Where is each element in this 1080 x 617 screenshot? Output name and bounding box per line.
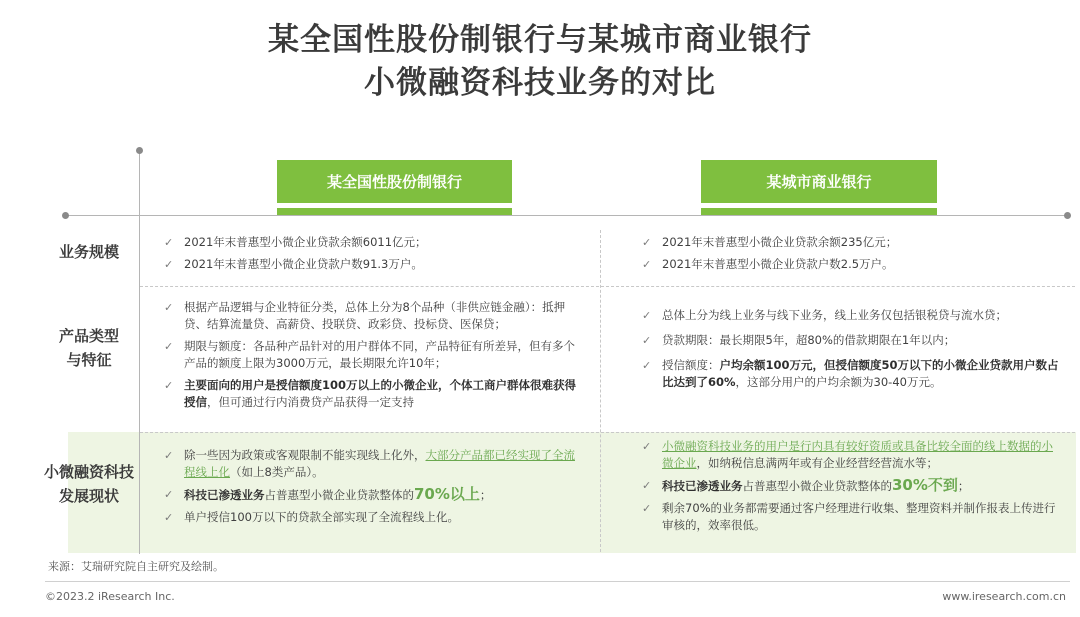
check-icon: ✓	[164, 449, 174, 462]
check-icon: ✓	[642, 334, 652, 347]
cell-scale-city	[640, 234, 1060, 278]
check-icon: ✓	[164, 258, 174, 271]
row-divider	[140, 432, 1075, 433]
check-icon: ✓	[642, 440, 652, 453]
list-item: ✓ 贷款期限：最长期限5年，超80%的借款期限在1年以内；	[642, 333, 956, 347]
cell-product-national	[162, 299, 580, 416]
check-icon: ✓	[164, 511, 174, 524]
check-icon: ✓	[164, 236, 174, 249]
check-icon: ✓	[164, 379, 174, 392]
page-title-line2: 小微融资科技业务的对比	[364, 65, 716, 101]
cell-scale-national	[162, 234, 582, 278]
cell-product-city	[640, 307, 1060, 396]
list-item: ✓ 小微融资科技业务的用户是行内具有较好资质或具备比较全面的线上数据的小微企业，如纳税信息满两年或有企业经营经营流水等；	[642, 439, 1053, 470]
column-header-national-bank: 某全国性股份制银行	[277, 160, 512, 203]
row-label-scale	[34, 240, 144, 264]
list-item: ✓ 主要面向的用户是授信额度100万以上的小微企业，个体工商户群体很难获得授信，但可通过行内消费贷产品获得一定支持	[164, 378, 577, 409]
column-divider	[600, 230, 601, 552]
check-icon: ✓	[642, 479, 652, 492]
footer-divider	[45, 581, 1070, 582]
copyright-text: ©2023.2 iResearch Inc.	[45, 590, 175, 603]
list-item: ✓ 授信额度：户均余额100万元，但授信额度50万以下的小微企业贷款用户数占比达到了60%，这部分用户的户均余额为30-40万元。	[642, 358, 1059, 389]
row-label-product-line2: 与特征	[66, 351, 112, 369]
row-label-fintech-line1: 小微融资科技	[43, 463, 134, 481]
horizontal-axis-right-dot	[1064, 212, 1071, 219]
list-item: ✓ 2021年末普惠型小微企业贷款户数91.3万户。	[164, 257, 423, 271]
check-icon: ✓	[164, 488, 174, 501]
row-label-product-line1: 产品类型	[58, 327, 119, 345]
list-item: ✓ 2021年末普惠型小微企业贷款余额6011亿元；	[164, 235, 427, 249]
check-icon: ✓	[642, 502, 652, 515]
cell-fintech-city	[640, 438, 1062, 539]
list-item: ✓ 除一些因为政策或客观限制不能实现线上化外，大部分产品都已经实现了全流程线上化（如上8类产品）。	[164, 448, 575, 479]
row-label-fintech-line2: 发展现状	[58, 487, 119, 505]
row-label-scale-text: 业务规模	[58, 243, 119, 261]
check-icon: ✓	[642, 258, 652, 271]
cell-fintech-national	[162, 447, 582, 531]
vertical-axis-dot	[136, 147, 143, 154]
list-item: ✓ 2021年末普惠型小微企业贷款户数2.5万户。	[642, 257, 894, 271]
column-header-city-bank-underbar	[701, 208, 937, 215]
check-icon: ✓	[642, 236, 652, 249]
list-item: ✓ 期限与额度：各品种产品针对的用户群体不同，产品特征有所差异，但有多个产品的额度上限为3000万元，最长期限允许10年；	[164, 339, 575, 370]
check-icon: ✓	[642, 309, 652, 322]
column-header-national-bank-underbar	[277, 208, 512, 215]
check-icon: ✓	[642, 359, 652, 372]
column-header-city-bank: 某城市商业银行	[701, 160, 937, 203]
list-item: ✓ 2021年末普惠型小微企业贷款余额235亿元；	[642, 235, 898, 249]
horizontal-axis-left-dot	[62, 212, 69, 219]
list-item: ✓ 根据产品逻辑与企业特征分类，总体上分为8个品种（非供应链金融）：抵押贷、结算流量贷、高薪贷、投联贷、政彩贷、投标贷、医保贷；	[164, 300, 566, 331]
row-label-fintech	[28, 460, 150, 508]
source-note: 来源：艾瑞研究院自主研究及绘制。	[48, 560, 224, 573]
row-label-product	[34, 324, 144, 372]
list-item: ✓ 总体上分为线上业务与线下业务，线上业务仅包括银税贷与流水贷；	[642, 308, 1007, 322]
page-title-line1: 某全国性股份制银行与某城市商业银行	[268, 22, 812, 58]
list-item: ✓ 剩余70%的业务都需要通过客户经理进行收集、整理资料并制作报表上传进行审核的，效率很低。	[642, 501, 1056, 532]
list-item: ✓ 科技已渗透业务占普惠型小微企业贷款整体的70%以上；	[164, 485, 492, 503]
list-item: ✓ 单户授信100万以下的贷款全部实现了全流程线上化。	[164, 510, 459, 524]
check-icon: ✓	[164, 340, 174, 353]
list-item: ✓ 科技已渗透业务占普惠型小微企业贷款整体的30%不到；	[642, 476, 970, 494]
website-link[interactable]: www.iresearch.com.cn	[942, 590, 1066, 603]
row-divider	[140, 286, 1075, 287]
check-icon: ✓	[164, 301, 174, 314]
horizontal-axis-line	[65, 215, 1068, 216]
